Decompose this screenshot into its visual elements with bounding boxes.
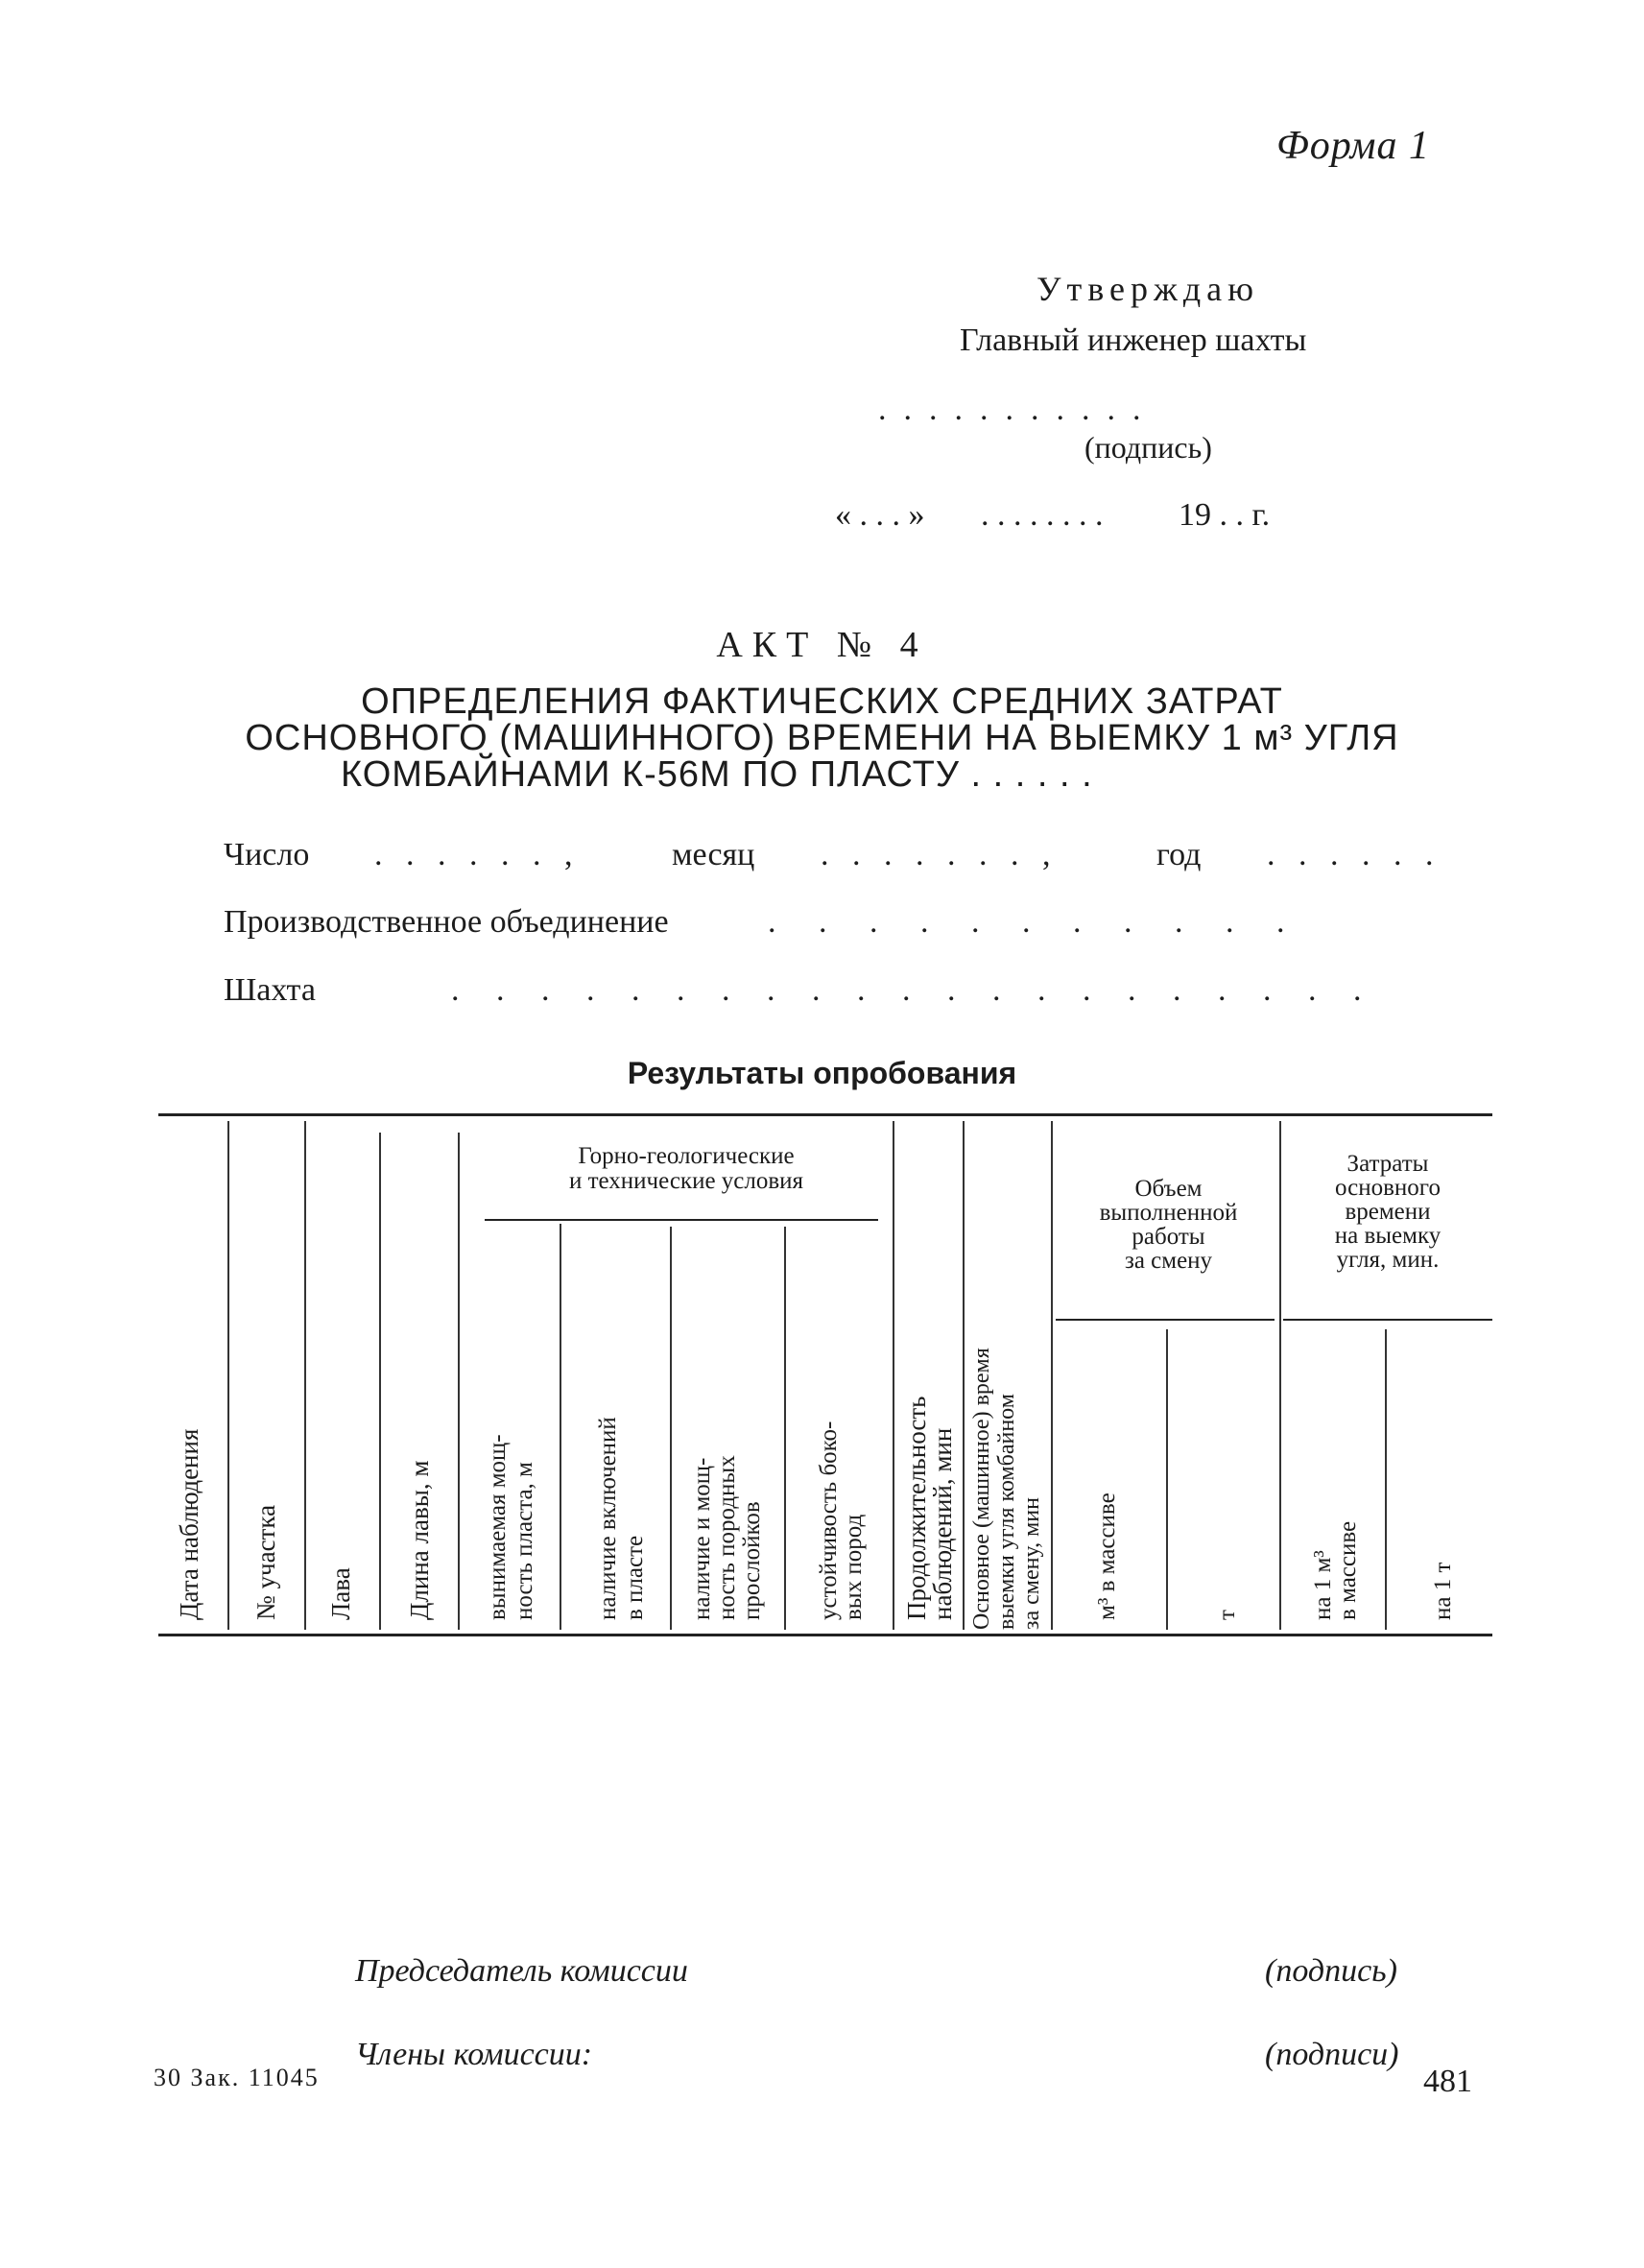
col-main-time-line-1: Основное (машинное) время	[969, 1348, 994, 1630]
col-divider	[227, 1121, 229, 1630]
act-title-line-2: ОСНОВНОГО (МАШИННОГО) ВРЕМЕНИ НА ВЫЕМКУ 1 м³ УГЛЯ	[245, 718, 1399, 758]
col-m3-heading: м³ в массиве	[1094, 1492, 1120, 1620]
field-month-label: месяц	[672, 837, 755, 872]
members-label: Члены комиссии:	[355, 2037, 593, 2072]
col-divider	[1051, 1121, 1053, 1630]
order-number: 30 Зак. 11045	[154, 2064, 320, 2091]
col-divider	[963, 1121, 965, 1630]
page-number: 481	[1423, 2064, 1472, 2099]
col-per-m3-line-2: в массиве	[1335, 1520, 1361, 1620]
chairman-signature: (подпись)	[1265, 1953, 1397, 1989]
col-inclusions-line-2: в пласте	[622, 1535, 648, 1620]
act-number: АКТ № 4	[716, 625, 928, 665]
field-day-dots: . . . . . . ,	[374, 837, 581, 872]
date-day: « . . . »	[835, 497, 925, 533]
field-association-label: Производственное объединение	[224, 904, 669, 940]
geo-group-line-2: и технические условия	[568, 1168, 804, 1194]
col-divider	[458, 1133, 460, 1630]
form-label: Форма 1	[1276, 124, 1430, 168]
table-caption: Результаты опробования	[627, 1056, 1017, 1090]
signature-note: (подпись)	[1084, 430, 1212, 465]
cost-group-line-4: на выемку	[1334, 1223, 1441, 1249]
volume-group-rule	[1056, 1319, 1275, 1321]
col-duration-line-1: Продолжительность	[902, 1396, 931, 1620]
col-thickness-line-2: ность пласта, м	[512, 1462, 537, 1620]
col-divider	[1166, 1329, 1168, 1630]
field-day-label: Число	[224, 837, 310, 872]
field-year-dots: . . . . . .	[1267, 837, 1441, 872]
volume-group-line-2: выполненной	[1099, 1200, 1238, 1226]
col-divider	[560, 1224, 561, 1630]
cost-group-rule	[1283, 1319, 1492, 1321]
cost-group-line-1: Затраты	[1346, 1151, 1429, 1177]
date-year: 19 . . г.	[1179, 497, 1271, 533]
signature-dots: ...........	[878, 392, 1158, 427]
col-main-time-line-3: за смену, мин	[1019, 1497, 1044, 1630]
col-divider	[893, 1121, 894, 1630]
geo-group-rule	[485, 1219, 878, 1221]
col-divider	[1385, 1329, 1387, 1630]
col-stability-line-2: вых пород	[841, 1514, 867, 1620]
field-year-label: год	[1156, 837, 1202, 872]
col-date-heading: Дата наблюдения	[175, 1428, 203, 1620]
col-layers-line-3: прослойков	[739, 1501, 765, 1620]
geo-group-line-1: Горно-геологические	[578, 1143, 795, 1169]
col-thickness-line-1: вынимаемая мощ-	[485, 1434, 511, 1620]
approve-heading: Утверждаю	[1036, 270, 1260, 308]
chairman-label: Председатель комиссии	[355, 1953, 688, 1989]
col-divider	[304, 1121, 306, 1630]
col-layers-line-1: наличие и мощ-	[689, 1457, 715, 1620]
volume-group-line-3: работы	[1132, 1224, 1205, 1250]
chief-engineer-label: Главный инженер шахты	[960, 322, 1307, 358]
col-stability-line-1: устойчивость боко-	[816, 1420, 842, 1620]
col-divider	[670, 1227, 672, 1630]
cost-group-line-2: основного	[1335, 1175, 1441, 1201]
col-inclusions-line-1: наличие включений	[595, 1417, 621, 1620]
table-top-rule	[158, 1113, 1492, 1116]
col-divider	[379, 1133, 381, 1630]
field-mine-label: Шахта	[224, 972, 316, 1008]
cost-group-line-5: угля, мин.	[1336, 1247, 1440, 1273]
col-main-time-line-2: выемки угля комбайном	[994, 1394, 1019, 1630]
col-layers-line-2: ность породных	[714, 1455, 740, 1620]
field-month-dots: . . . . . . . ,	[821, 837, 1059, 872]
field-association-dots: . . . . . . . . . . .	[768, 904, 1302, 940]
col-lava-heading: Лава	[326, 1567, 355, 1620]
cost-group-line-3: времени	[1345, 1199, 1431, 1225]
table-bottom-rule	[158, 1634, 1492, 1636]
col-section-heading: № участка	[251, 1504, 280, 1620]
field-mine-dots: . . . . . . . . . . . . . . . . . . . . .	[451, 972, 1376, 1008]
col-per-t-heading: на 1 т	[1430, 1562, 1456, 1620]
volume-group-line-4: за смену	[1124, 1248, 1213, 1274]
approval-date	[835, 497, 1270, 534]
results-table	[158, 1113, 1492, 1651]
date-month-dots: . . . . . . . .	[981, 497, 1104, 533]
col-per-m3-line-1: на 1 м³	[1310, 1550, 1336, 1620]
col-t-heading: т	[1214, 1610, 1240, 1620]
members-signature: (подписи)	[1265, 2037, 1399, 2072]
act-title-line-3: КОМБАЙНАМИ К-56М ПО ПЛАСТУ . . . . . .	[341, 754, 1093, 795]
act-title-line-1: ОПРЕДЕЛЕНИЯ ФАКТИЧЕСКИХ СРЕДНИХ ЗАТРАТ	[361, 681, 1283, 722]
col-divider	[784, 1227, 786, 1630]
volume-group-line-1: Объем	[1134, 1176, 1203, 1202]
col-duration-line-2: наблюдений, мин	[928, 1427, 957, 1620]
col-length-heading: Длина лавы, м	[405, 1460, 434, 1620]
